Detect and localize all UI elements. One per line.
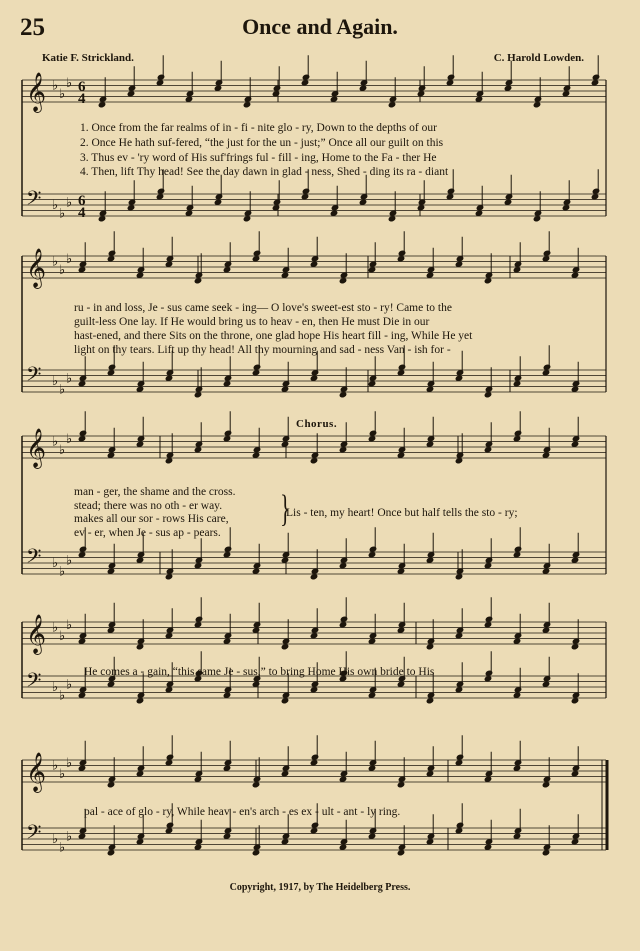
flat-sign: ♭ xyxy=(66,195,73,211)
flat-sign: ♭ xyxy=(59,262,66,278)
flat-sign: ♭ xyxy=(59,766,66,782)
flat-sign: ♭ xyxy=(52,374,59,389)
flat-sign: ♭ xyxy=(59,382,66,398)
flat-sign: ♭ xyxy=(52,254,59,270)
flat-sign: ♭ xyxy=(52,620,59,636)
flat-sign: ♭ xyxy=(59,564,66,580)
hymn-title: Once and Again. xyxy=(242,14,398,39)
treble-clef: 𝄞 xyxy=(26,614,47,655)
verse-2-line-1: 2. Once He hath suf-fered, “the just for the un - just;” Once all our guilt on this xyxy=(80,137,444,149)
verse-3-line-2: hast-ened, and there Sits on the throne, one glad hope His heart fill - ing, While He yet xyxy=(74,330,473,342)
flat-sign: ♭ xyxy=(59,442,66,458)
flat-sign: ♭ xyxy=(52,434,59,450)
flat-sign: ♭ xyxy=(66,75,73,91)
bass-clef: 𝄢 xyxy=(26,820,42,849)
composer-credit: C. Harold Lowden. xyxy=(493,52,584,64)
verse-1-line-1: 1. Once from the far realms of in - fi - nite glo - ry, Down to the depths of our xyxy=(80,122,437,134)
verse-2-line-3: stead; there was no oth - er way. xyxy=(74,500,223,512)
bass-clef: 𝄢 xyxy=(26,186,42,215)
bass-clef: 𝄢 xyxy=(26,668,42,697)
verse-2-line-2: guilt-less One lay. If He would bring us to heav - en, then He must Die in our xyxy=(74,316,430,328)
treble-clef: 𝄞 xyxy=(26,428,47,469)
verse-1-line-3: man - ger, the shame and the cross. xyxy=(74,486,236,498)
verse-4-line-3: ev - er, when Je - sus ap - pears. xyxy=(74,527,221,539)
flat-sign: ♭ xyxy=(59,86,66,102)
flat-sign: ♭ xyxy=(59,840,66,856)
chorus-line-2: He comes a - gain, “this same Je - sus,” to bring Home His own bride to His xyxy=(84,666,435,678)
treble-clef: 𝄞 xyxy=(26,752,47,793)
time-sig-top: 6 xyxy=(78,193,86,209)
flat-sign: ♭ xyxy=(66,371,73,387)
flat-sign: ♭ xyxy=(66,553,73,569)
flat-sign: ♭ xyxy=(66,431,73,447)
flat-sign: ♭ xyxy=(59,688,66,704)
treble-clef: 𝄞 xyxy=(26,248,47,289)
flat-sign: ♭ xyxy=(66,677,73,693)
time-sig-bottom: 4 xyxy=(78,205,86,221)
treble-clef: 𝄞 xyxy=(26,72,47,113)
verse-3-line-3: makes all our sor - rows His care, xyxy=(74,513,229,525)
verse-4-line-2: light on thy tears. Lift up thy head! All thy mourning and sad - ness Van - ish for - xyxy=(74,344,451,356)
verse-brace: } xyxy=(280,488,291,530)
flat-sign: ♭ xyxy=(52,758,59,774)
flat-sign: ♭ xyxy=(52,198,59,213)
flat-sign: ♭ xyxy=(66,755,73,771)
bass-clef: 𝄢 xyxy=(26,544,42,573)
flat-sign: ♭ xyxy=(52,78,59,94)
verse-1-line-2: ru - in and loss, Je - sus came seek - ing— O love's sweet-est sto - ry! Came to the xyxy=(74,302,452,314)
copyright-notice: Copyright, 1917, by The Heidelberg Press. xyxy=(229,882,411,893)
chorus-label: Chorus. xyxy=(296,418,338,430)
flat-sign: ♭ xyxy=(59,206,66,222)
chorus-line-1: Lis - ten, my heart! Once but half tells the sto - ry; xyxy=(286,507,518,519)
flat-sign: ♭ xyxy=(59,628,66,644)
flat-sign: ♭ xyxy=(66,617,73,633)
bass-clef: 𝄢 xyxy=(26,362,42,391)
flat-sign: ♭ xyxy=(52,680,59,695)
flat-sign: ♭ xyxy=(66,251,73,267)
hymn-number: 25 xyxy=(20,14,45,41)
chorus-line-3: pal - ace of glo - ry, While heav - en's arch - es ex - ult - ant - ly ring. xyxy=(84,806,401,818)
flat-sign: ♭ xyxy=(52,832,59,847)
verse-3-line-1: 3. Thus ev - 'ry word of His suf'frings ful - fill - ing, Home to the Fa - ther He xyxy=(80,152,437,164)
author-credit: Katie F. Strickland. xyxy=(42,52,134,64)
time-sig-top: 6 xyxy=(78,79,86,95)
verse-4-line-1: 4. Then, lift Thy head! See the day dawn in glad - ness, Shed - ding its ra - diant xyxy=(80,166,449,178)
flat-sign: ♭ xyxy=(66,829,73,845)
time-sig-bottom: 4 xyxy=(78,91,86,107)
flat-sign: ♭ xyxy=(52,556,59,571)
